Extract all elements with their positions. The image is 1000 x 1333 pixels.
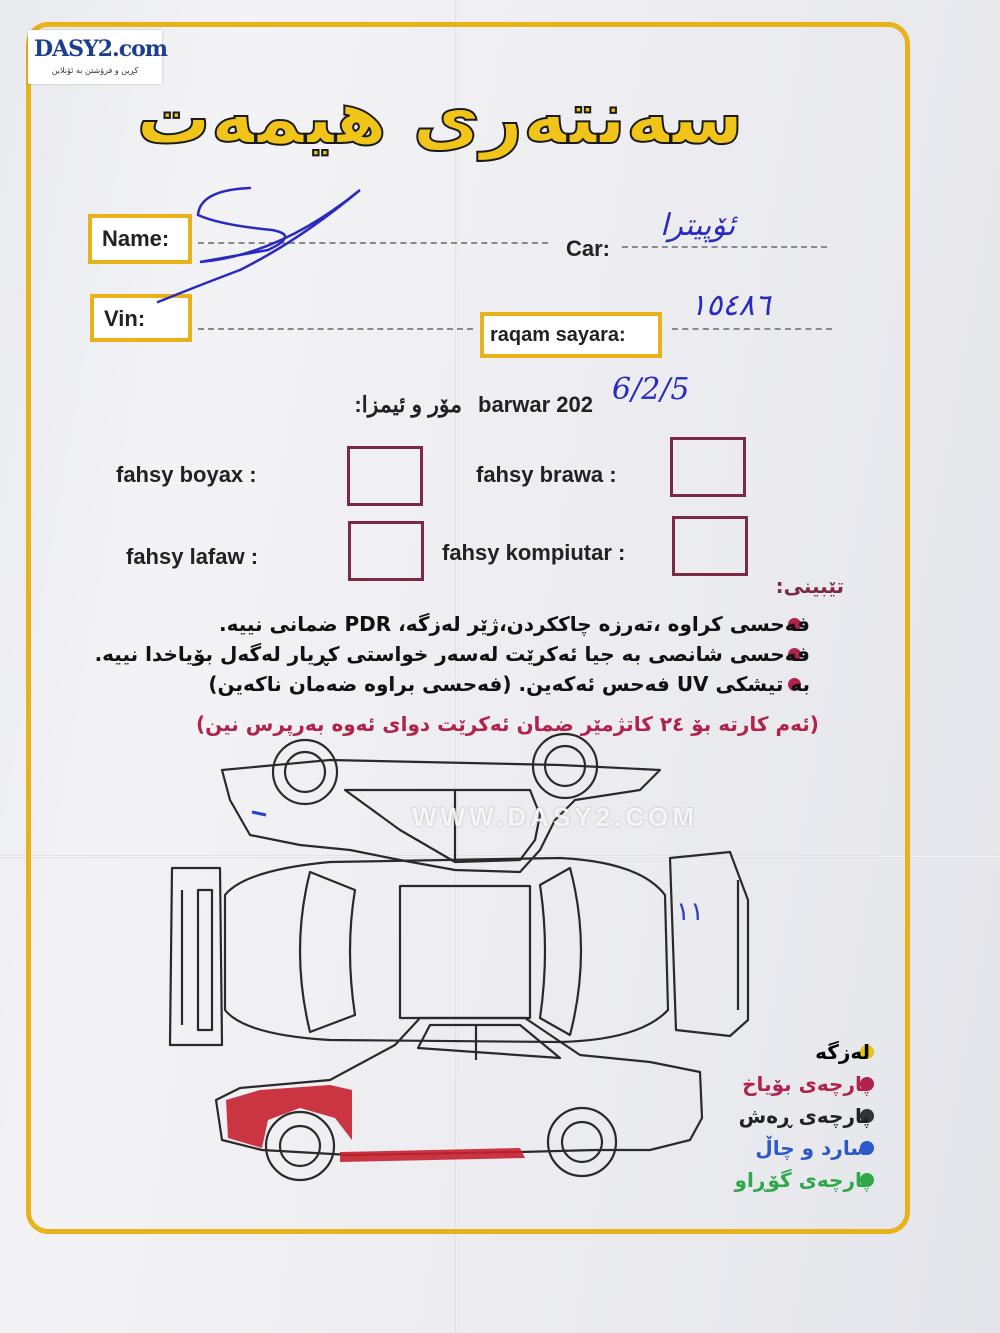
car-value: ئۆپیترا — [660, 208, 736, 243]
logo-tagline: کڕین و فرۆشتن بە ئۆنلاین — [51, 66, 139, 75]
legend-item-lazga: لەزگە — [815, 1040, 870, 1064]
name-label: Name: — [102, 226, 170, 251]
note-item: فەحسی شانصی بە جیا ئەکرێت لەسەر خواستی کڕیار لەگەل بۆیاخدا نییە. — [94, 642, 810, 666]
plate-value: ١٥٤٨٦ — [690, 288, 771, 323]
legend-item-paint: پارچەی بۆیاخ — [742, 1072, 870, 1096]
legend-item-dent: سارد و چاڵ — [755, 1136, 870, 1160]
legend-item-replaced: پارچەی گۆڕاو — [734, 1168, 870, 1192]
check-lafaw-label: fahsy lafaw : — [126, 544, 259, 569]
dent-mark-label: ١١ — [676, 897, 704, 927]
plate-label: raqam sayara: — [490, 324, 626, 346]
note-item: بە تیشکی UV فەحس ئەکەین. (فەحسی براوە ضەمان ناکەین) — [208, 672, 810, 696]
logo-brand: DASY2.com — [34, 36, 168, 62]
notes-title: تێبینی: — [775, 574, 844, 598]
note-item: فەحسی کراوە ،تەرزە چاککردن،ژێر لەزگە، PDR ضمانی نییە. — [219, 612, 810, 636]
date-value: 6/2/5 — [612, 372, 690, 407]
check-kompiutar-label: fahsy kompiutar : — [442, 540, 626, 565]
check-brawa-label: fahsy brawa : — [476, 462, 617, 487]
check-boyax-label: fahsy boyax : — [116, 462, 257, 487]
vin-label: Vin: — [104, 306, 146, 331]
date-label: barwar 202 — [478, 392, 593, 417]
site-watermark: WWW.DASY2.COM — [412, 802, 698, 832]
card-title: سەنتەری هیمەت — [136, 75, 744, 161]
legend-item-black: پارچەی ڕەش — [738, 1104, 870, 1128]
validity-warning: (ئەم کارتە بۆ ٢٤ کاتژمێر ضمان ئەکرێت دوای ئەوە بەرپرس نین) — [196, 712, 819, 736]
stamp-label: مۆر و ئیمزا: — [354, 392, 462, 417]
car-label: Car: — [566, 236, 611, 261]
